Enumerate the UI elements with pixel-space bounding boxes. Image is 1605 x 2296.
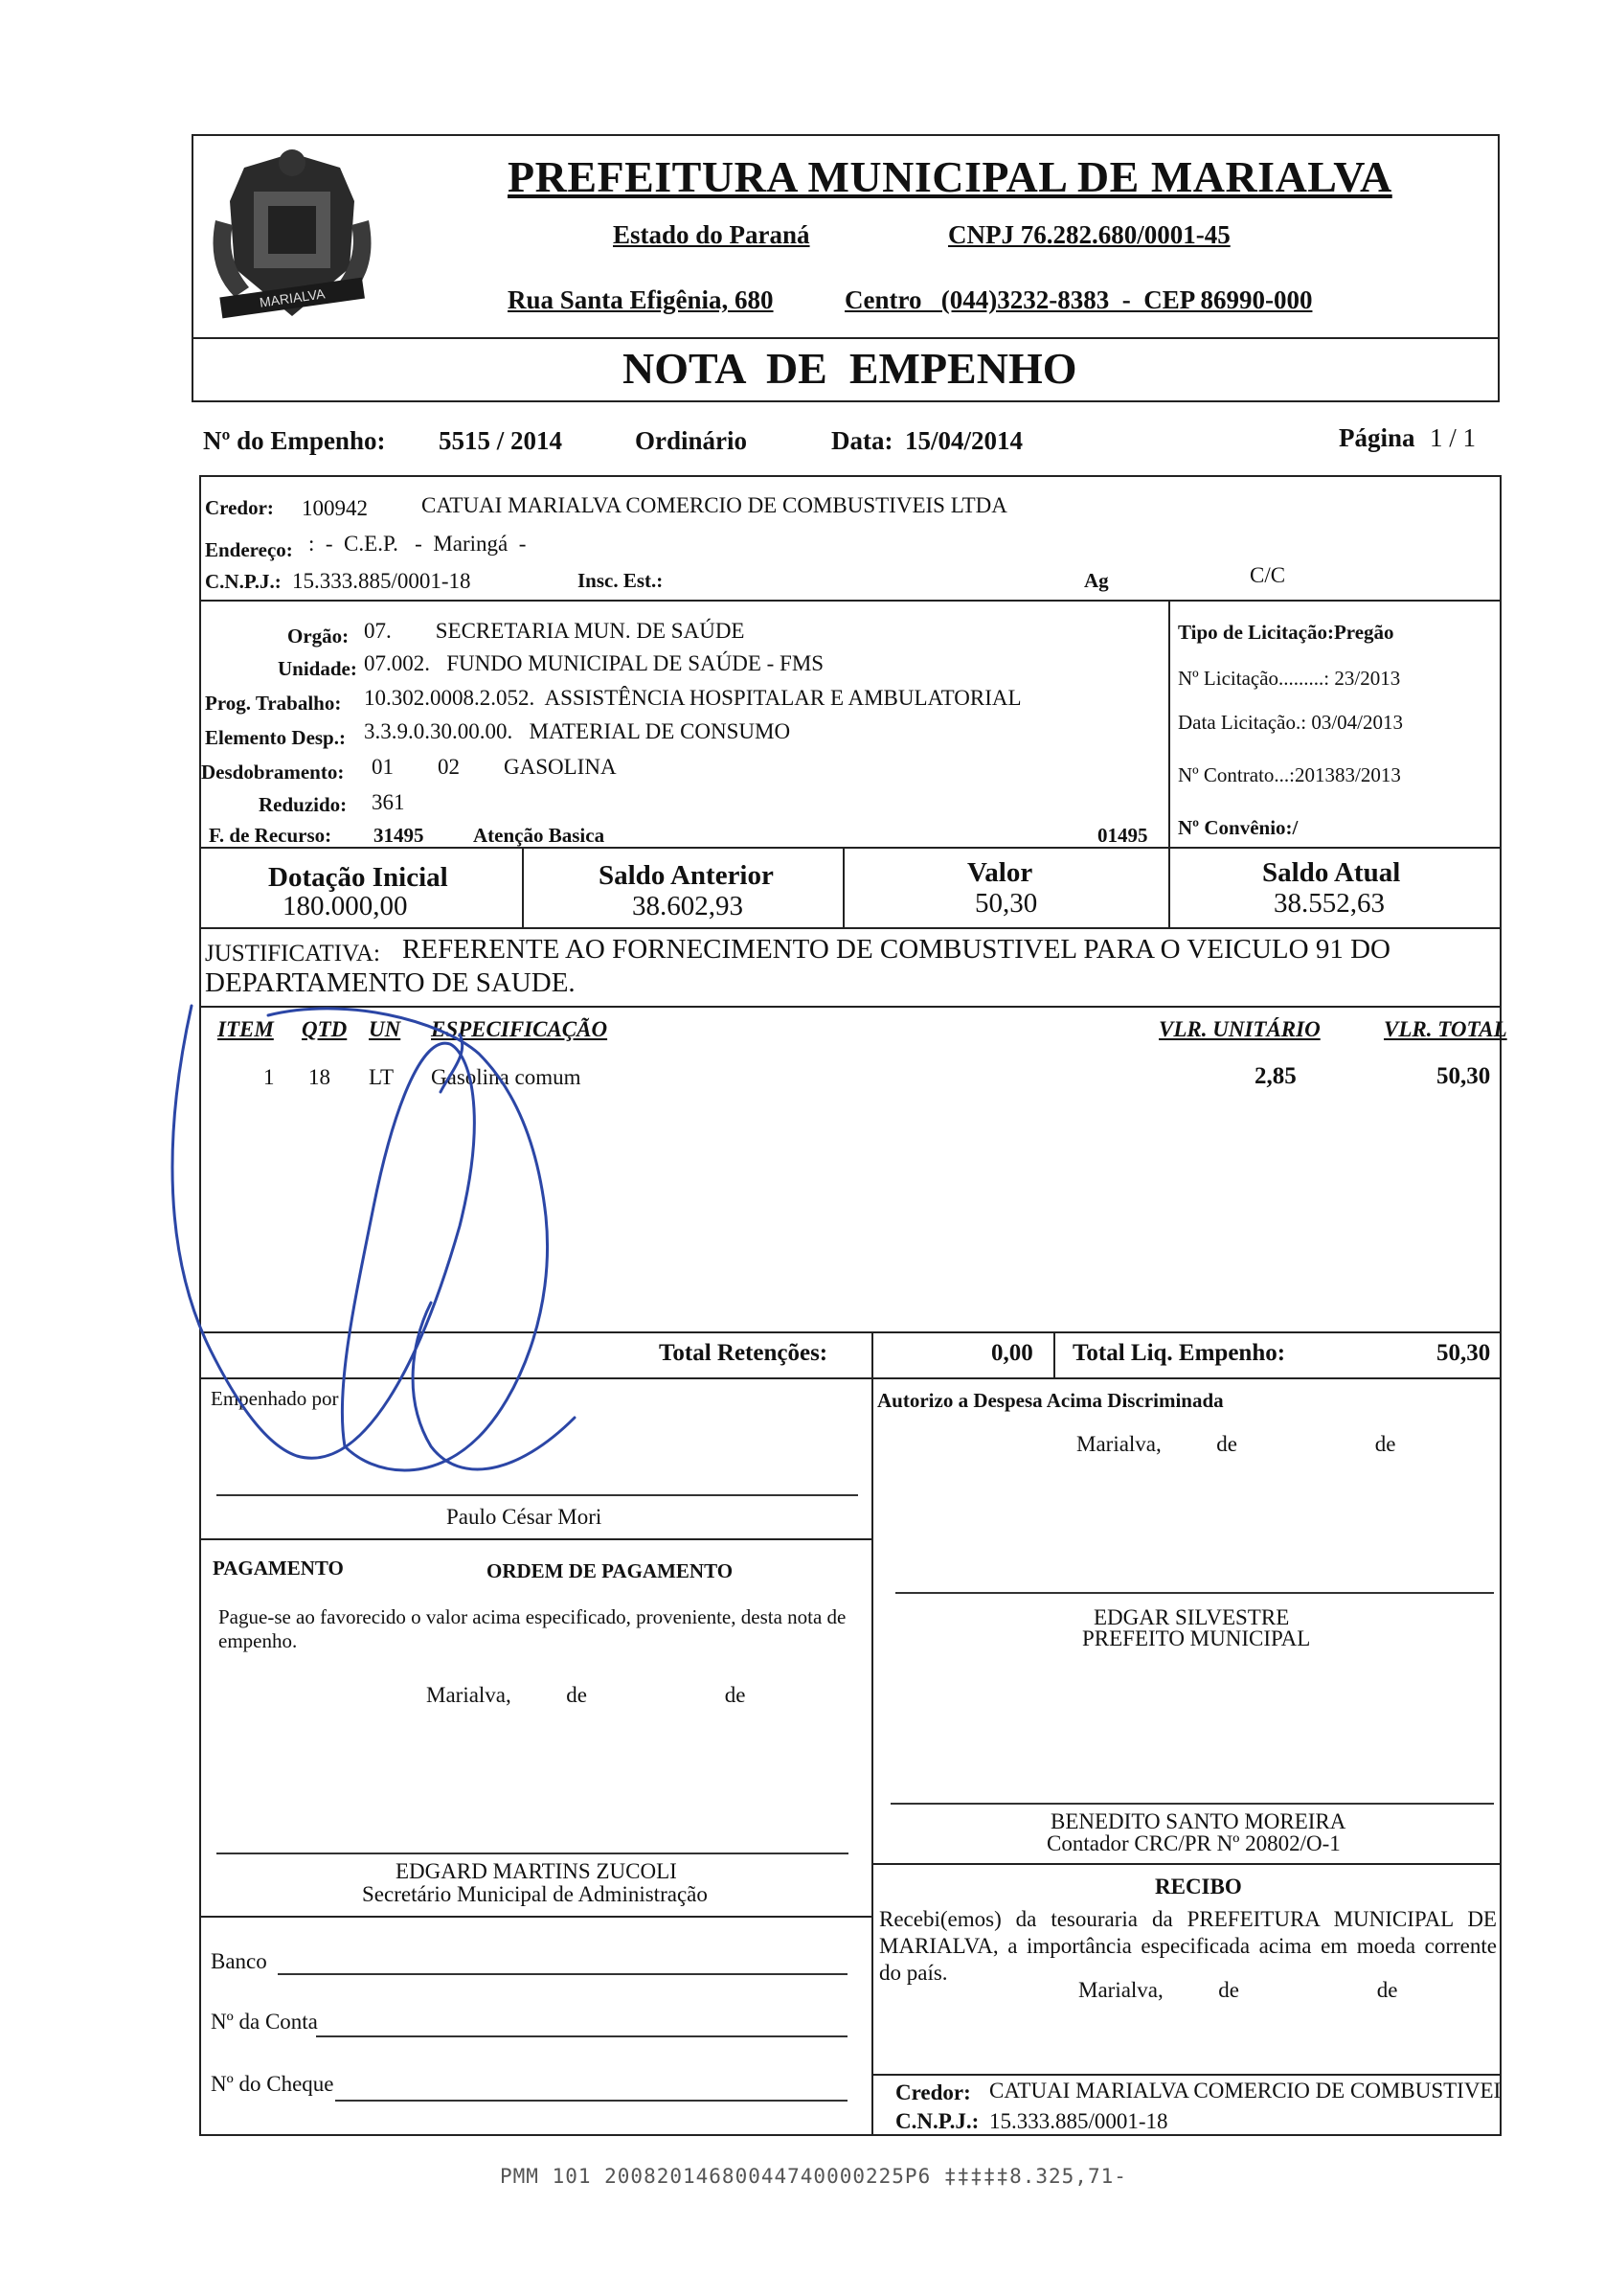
empenho-number-label: Nº do Empenho:: [203, 426, 386, 455]
contador-cargo: Contador CRC/PR Nº 20802/O-1: [1047, 1831, 1341, 1855]
tipo-licitacao: Tipo de Licitação:Pregão: [1178, 621, 1394, 644]
prefeito-nome: EDGAR SILVESTRE: [1094, 1605, 1290, 1629]
total-liquido-value: 50,30: [1436, 1340, 1491, 1366]
recibo-credor-label: Credor:: [895, 2080, 971, 2104]
orgao-value: 07. SECRETARIA MUN. DE SAÚDE: [364, 619, 745, 643]
empenho-number: 5515 / 2014: [439, 426, 563, 455]
secretario-cargo: Secretário Municipal de Administração: [362, 1882, 708, 1906]
cnpj-label: CNPJ 76.282.680/0001-45: [948, 220, 1231, 249]
autorizo-date-line: Marialva, de de: [1076, 1432, 1396, 1456]
credor-code: 100942: [302, 496, 368, 520]
pagamento-date-line: Marialva, de de: [426, 1683, 746, 1707]
numero-licitacao: Nº Licitação.........: 23/2013: [1178, 667, 1401, 690]
recurso-value: 31495: [373, 824, 424, 847]
items-header-un: UN: [369, 1017, 401, 1041]
address-label: Endereço:: [205, 538, 293, 561]
header-divider: [192, 337, 1500, 339]
empenhado-por-label: Empenhado por: [211, 1387, 339, 1410]
item-vlr-total: 50,30: [1436, 1063, 1491, 1089]
lower-area-divider: [871, 1377, 873, 2136]
budget-divider-vertical: [1168, 600, 1170, 847]
items-header-espec: ESPECIFICAÇÃO: [431, 1017, 608, 1041]
ag-label: Ag: [1084, 569, 1109, 592]
unidade-label: Unidade:: [278, 657, 357, 680]
justificativa-text-line1: REFERENTE AO FORNECIMENTO DE COMBUSTIVEL PARA O VEICULO 91 DO: [402, 934, 1390, 965]
page-label: Página: [1339, 423, 1415, 452]
saldo-divider-3: [1168, 847, 1170, 927]
items-header-qtd: QTD: [302, 1017, 348, 1041]
prog-trabalho-value: 10.302.0008.2.052. ASSISTÊNCIA HOSPITALAR E AMBULATORIAL: [364, 686, 1022, 710]
recibo-date-line: Marialva, de de: [1078, 1978, 1398, 2002]
pagamento-text: Pague-se ao favorecido o valor acima especificado, proveniente, desta nota de empenho.: [218, 1605, 847, 1652]
saldo-atual-label: Saldo Atual: [1262, 857, 1401, 888]
reduzido-label: Reduzido:: [259, 793, 348, 816]
saldo-divider-2: [843, 847, 845, 927]
items-header-item: ITEM: [217, 1017, 274, 1041]
recibo-top-divider: [871, 1863, 1502, 1865]
conta-label: Nº da Conta: [211, 2010, 318, 2034]
prefeito-signature-line: [895, 1592, 1494, 1594]
dotacao-inicial-label: Dotação Inicial: [268, 862, 448, 893]
prefeito-cargo: PREFEITO MUNICIPAL: [1082, 1626, 1311, 1650]
banco-top-divider: [199, 1916, 871, 1918]
data-licitacao: Data Licitação.: 03/04/2013: [1178, 711, 1404, 734]
secretario-signature-line: [216, 1853, 848, 1854]
recurso-description: Atenção Basica: [473, 824, 605, 847]
credor-label: Credor:: [205, 496, 274, 519]
numero-contrato: Nº Contrato...:201383/2013: [1178, 763, 1401, 786]
justificativa-label: JUSTIFICATIVA:: [205, 941, 380, 966]
conta-input-line[interactable]: [316, 2035, 848, 2037]
item-number: 1: [263, 1065, 275, 1089]
autorizo-label: Autorizo a Despesa Acima Discriminada: [877, 1389, 1224, 1412]
empenhado-nome: Paulo César Mori: [446, 1505, 602, 1529]
cheque-input-line[interactable]: [335, 2100, 848, 2102]
item-qtd: 18: [308, 1065, 330, 1089]
items-header-vlr-unitario: VLR. UNITÁRIO: [1159, 1017, 1321, 1041]
date-value: 15/04/2014: [905, 426, 1024, 455]
banco-label: Banco: [211, 1949, 267, 1973]
contador-nome: BENEDITO SANTO MOREIRA: [1051, 1809, 1346, 1833]
handwritten-signature-icon: [153, 996, 689, 1475]
pagamento-top-divider: [199, 1538, 871, 1540]
dotacao-inicial-value: 180.000,00: [283, 891, 408, 921]
empenho-line-divider: [192, 400, 1500, 402]
cnpj-credor-value: 15.333.885/0001-18: [292, 569, 471, 593]
empenhado-signature-line: [216, 1494, 858, 1496]
items-header-vlr-total: VLR. TOTAL: [1384, 1017, 1507, 1041]
address-value: : - C.E.P. - Maringá -: [308, 532, 527, 556]
total-retencoes-label: Total Retenções:: [659, 1340, 828, 1366]
saldo-atual-value: 38.552,63: [1274, 888, 1385, 919]
recibo-cnpj-value: 15.333.885/0001-18: [989, 2109, 1168, 2133]
recurso-code: 01495: [1097, 824, 1148, 847]
saldo-divider: [199, 927, 1502, 929]
reduzido-value: 361: [372, 790, 405, 814]
banco-input-line[interactable]: [278, 1973, 848, 1975]
cnpj-credor-label: C.N.P.J.:: [205, 570, 282, 593]
contact-line: Centro (044)3232-8383 - CEP 86990-000: [845, 285, 1313, 314]
desdobramento-value: 01 02 GASOLINA: [372, 755, 617, 779]
insc-est-label: Insc. Est.:: [577, 569, 664, 592]
saldo-anterior-label: Saldo Anterior: [599, 860, 774, 891]
cc-label: C/C: [1250, 563, 1286, 587]
street-address: Rua Santa Efigênia, 680: [508, 285, 774, 314]
total-liquido-label: Total Liq. Empenho:: [1073, 1340, 1286, 1366]
pagamento-label: PAGAMENTO: [213, 1557, 344, 1580]
document-title: NOTA DE EMPENHO: [622, 344, 1077, 393]
numero-convenio: Nº Convênio:/: [1178, 816, 1299, 839]
total-retencoes-value: 0,00: [991, 1340, 1033, 1366]
saldo-anterior-value: 38.602,93: [632, 891, 743, 921]
municipal-crest-icon: [196, 144, 388, 335]
credor-name: CATUAI MARIALVA COMERCIO DE COMBUSTIVEIS LTDA: [421, 493, 1007, 517]
item-especificacao: Gasolina comum: [431, 1065, 581, 1089]
credor-divider: [199, 600, 1502, 602]
ordem-pagamento-label: ORDEM DE PAGAMENTO: [486, 1559, 734, 1582]
prog-trabalho-label: Prog. Trabalho:: [205, 692, 342, 715]
valor-value: 50,30: [975, 888, 1038, 919]
recibo-cnpj-label: C.N.P.J.:: [895, 2109, 980, 2133]
desdobramento-label: Desdobramento:: [201, 761, 345, 784]
justificativa-text-line2: DEPARTAMENTO DE SAUDE.: [205, 967, 576, 998]
contador-signature-line: [891, 1803, 1494, 1805]
cheque-label: Nº do Cheque: [211, 2072, 334, 2096]
elemento-value: 3.3.9.0.30.00.00. MATERIAL DE CONSUMO: [364, 719, 791, 743]
valor-label: Valor: [967, 857, 1033, 888]
item-un: LT: [369, 1065, 394, 1089]
crest-banner-text: MARIALVA: [258, 285, 327, 310]
municipality-title: PREFEITURA MUNICIPAL DE MARIALVA: [508, 152, 1392, 201]
saldo-divider-1: [522, 847, 524, 927]
budget-divider: [199, 847, 1502, 849]
recibo-title: RECIBO: [1155, 1875, 1242, 1898]
totals-divider-1: [871, 1331, 873, 1377]
orgao-label: Orgão:: [287, 625, 350, 648]
recibo-credor-divider: [871, 2074, 1502, 2076]
recurso-label: F. de Recurso:: [209, 824, 332, 847]
elemento-label: Elemento Desp.:: [205, 726, 346, 749]
unidade-value: 07.002. FUNDO MUNICIPAL DE SAÚDE - FMS: [364, 651, 825, 675]
recibo-credor-value: CATUAI MARIALVA COMERCIO DE COMBUSTIVEI: [989, 2079, 1502, 2103]
secretario-nome: EDGARD MARTINS ZUCOLI: [396, 1859, 677, 1883]
empenho-type: Ordinário: [635, 426, 748, 455]
date-label: Data:: [831, 426, 893, 455]
state-label: Estado do Paraná: [613, 220, 810, 249]
item-vlr-unitario: 2,85: [1255, 1063, 1297, 1089]
footer-authentication-code: PMM 101 20082014680044740000225P6 ‡‡‡‡‡8.325,71-: [500, 2165, 1127, 2188]
page-number: 1 / 1: [1430, 423, 1477, 452]
recibo-text: Recebi(emos) da tesouraria da PREFEITURA MUNICIPAL DE MARIALVA, a importância especificada acima em moeda corrente do país.: [879, 1907, 1497, 1985]
totals-divider-2: [1053, 1331, 1055, 1377]
